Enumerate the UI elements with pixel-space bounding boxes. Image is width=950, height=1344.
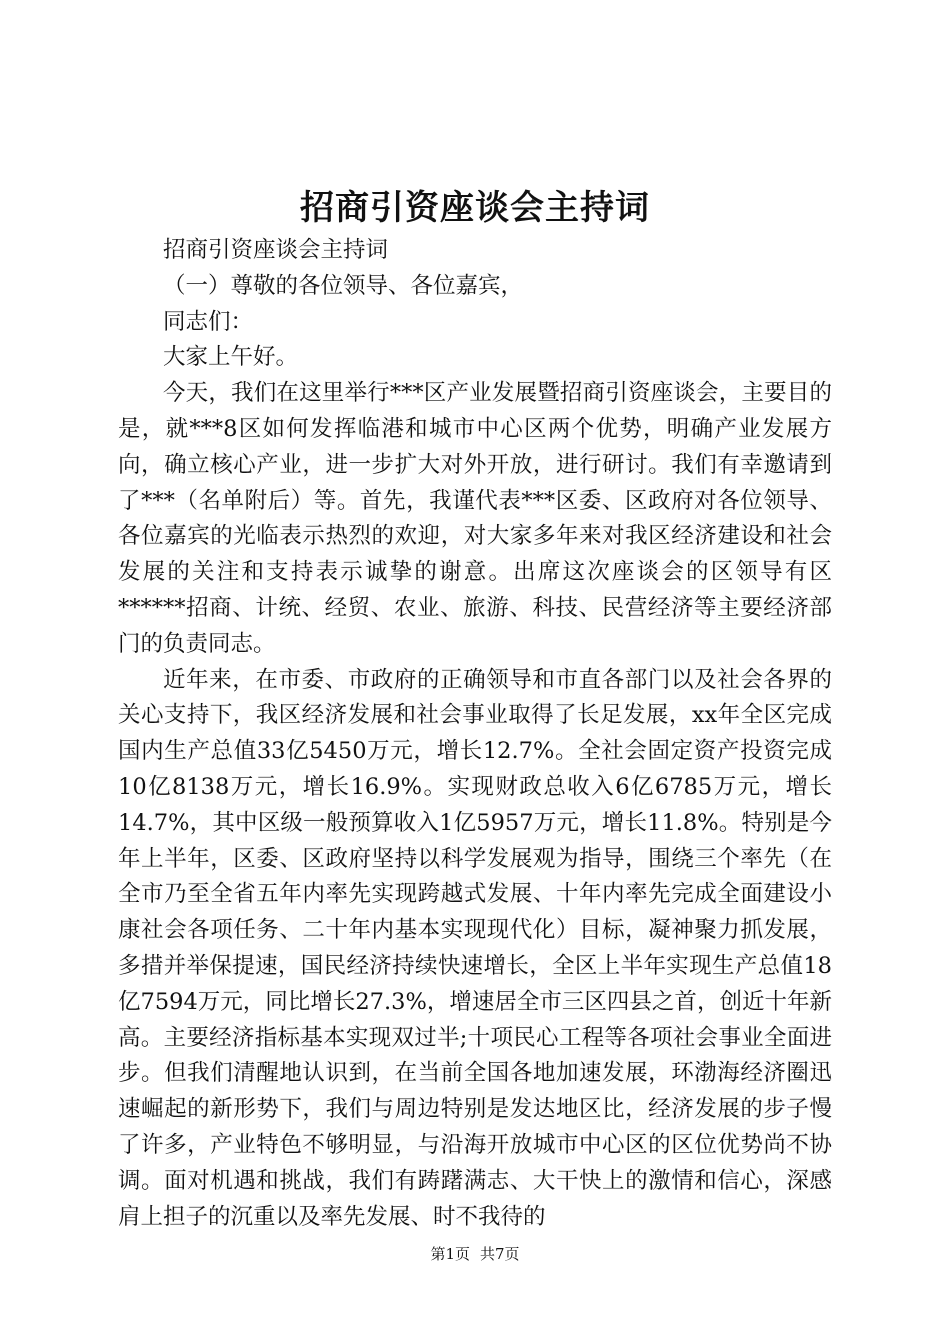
paragraph-heading: 招商引资座谈会主持词	[163, 237, 389, 263]
paragraph-opening: 今天，我们在这里举行***区产业发展暨招商引资座谈会，主要目的是，就***8区如何发挥临港和城市中心区两个优势，明确产业发展方向，确立核心产业，进一步扩大对外开放，进行研讨。我们有幸邀请到了***（名单附后）等。首先，我谨代表***区委、区政府对各位领导、各位嘉宾的光临表示热烈的欢迎，对大家多年来对我区经济建设和社会发展的关注和支持表示诚挚的谢意。出席这次座谈会的区领导有区******招商、计统、经贸、农业、旅游、科技、民营经济等主要经济部门的负责同志。	[118, 380, 832, 657]
paragraph-address: 同志们：	[163, 308, 254, 335]
document-title: 招商引资座谈会主持词	[300, 188, 650, 228]
page-footer	[0, 1244, 950, 1264]
page-number: 第1页	[430, 1245, 470, 1263]
page-total: 共7页	[480, 1245, 520, 1263]
document-body	[118, 233, 832, 1235]
paragraph-review: 近年来，在市委、市政府的正确领导和市直各部门以及社会各界的关心支持下，我区经济发展和社会事业取得了长足发展，xx年全区完成国内生产总值33亿5450万元，增长12.7%。全社会固定资产投资完成10亿8138万元，增长16.9%。实现财政总收入6亿6785万元，增长14.7%，其中区级一般预算收入1亿5957万元，增长11.8%。特别是今年上半年，区委、区政府坚持以科学发展观为指导，围绕三个率先（在全市乃至全省五年内率先实现跨越式发展、十年内率先完成全面建设小康社会各项任务、二十年内基本实现现代化）目标，凝神聚力抓发展，多措并举保提速，国民经济持续快速增长，全区上半年实现生产总值18亿7594万元，同比增长27.3%，增速居全市三区四县之首，创近十年新高。主要经济指标基本实现双过半;十项民心工程等各项社会事业全面进步。但我们清醒地认识到，在当前全国各地加速发展，环渤海经济圈迅速崛起的新形势下，我们与周边特别是发达地区比，经济发展的步子慢了许多，产业特色不够明显，与沿海开放城市中心区的区位优势尚不协调。面对机遇和挑战，我们有踌躇满志、大干快上的激情和信心，深感肩上担子的沉重以及率先发展、时不我待的	[118, 666, 832, 1230]
paragraph-salutation: （一）尊敬的各位领导、各位嘉宾，	[163, 272, 524, 299]
paragraph-greeting: 大家上午好。	[163, 344, 299, 371]
